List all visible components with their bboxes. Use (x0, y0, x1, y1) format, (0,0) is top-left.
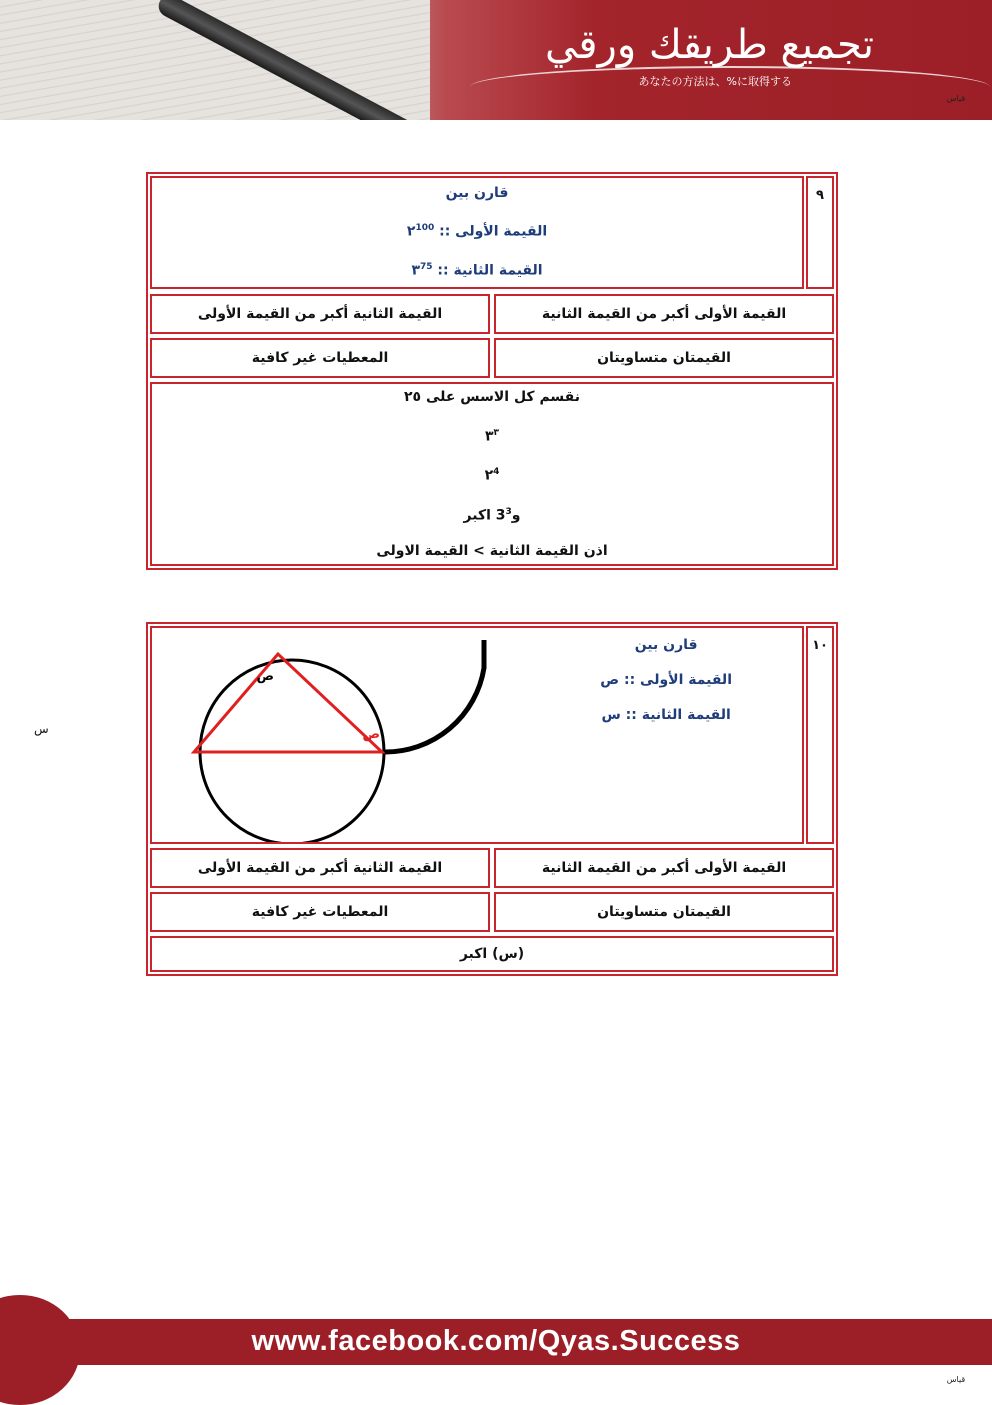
brand-title: تجميع طريقك ورقي (545, 22, 874, 68)
question-number-text: ٩ (816, 188, 824, 203)
footer-link[interactable]: www.facebook.com/Qyas.Success (251, 1325, 741, 1357)
triangle-shape (194, 654, 382, 752)
geometry-figure (152, 628, 802, 842)
option-c[interactable]: القيمتان متساويتان (494, 338, 834, 378)
question-number (806, 176, 834, 289)
solution-line-2: $٣^٣$ (484, 427, 500, 445)
option-c[interactable]: القيمتان متساويتان (494, 892, 834, 932)
label-top: ص (256, 669, 274, 684)
option-b[interactable]: القيمة الثانية أكبر من القيمة الأولى (150, 294, 490, 334)
solution-line-4: $و3^3$ اكبر (463, 506, 521, 524)
question-9-table (146, 172, 838, 570)
option-d[interactable]: المعطيات غير كافية (150, 892, 490, 932)
page-header (0, 0, 992, 120)
value-two: القيمة الثانية :: $٣^{75}$ (411, 262, 543, 279)
question-prompt (407, 176, 547, 288)
solution-line-5: اذن القيمة الثانية > القيمة الاولى (376, 543, 608, 560)
solution-line-3: $٢^4$ (484, 467, 500, 484)
option-b[interactable]: القيمة الثانية أكبر من القيمة الأولى (150, 848, 490, 888)
brand-subtitle: あなたの方法は、%に取得する (638, 75, 792, 88)
question-prompt-cell (150, 626, 804, 844)
value-one: القيمة الأولى :: $٢^{100}$ (406, 223, 548, 240)
question-number (806, 626, 834, 844)
option-d[interactable]: المعطيات غير كافية (150, 338, 490, 378)
option-a[interactable]: القيمة الأولى أكبر من القيمة الثانية (494, 294, 834, 334)
header-logo: قياس (946, 94, 966, 103)
solution-cell (150, 382, 834, 566)
side-label: س (34, 722, 49, 736)
question-10-table (146, 622, 838, 976)
question-number-text: ١٠ (812, 638, 828, 653)
prompt-title: قارن بين (634, 637, 698, 653)
value-one: القيمة الأولى :: ص (600, 672, 732, 688)
value-two: القيمة الثانية :: س (601, 707, 731, 723)
page-footer (0, 1295, 992, 1403)
option-a[interactable]: القيمة الأولى أكبر من القيمة الثانية (494, 848, 834, 888)
question-prompt-cell (150, 176, 804, 289)
label-right: ص (362, 727, 380, 742)
solution-line-1: نقسم كل الاسس على ٢٥ (404, 388, 581, 405)
arc-shape (384, 640, 484, 752)
prompt-title: قارن بين (445, 185, 509, 202)
footer-logo: قياس (946, 1375, 966, 1384)
solution-cell: (س) اكبر (150, 936, 834, 972)
